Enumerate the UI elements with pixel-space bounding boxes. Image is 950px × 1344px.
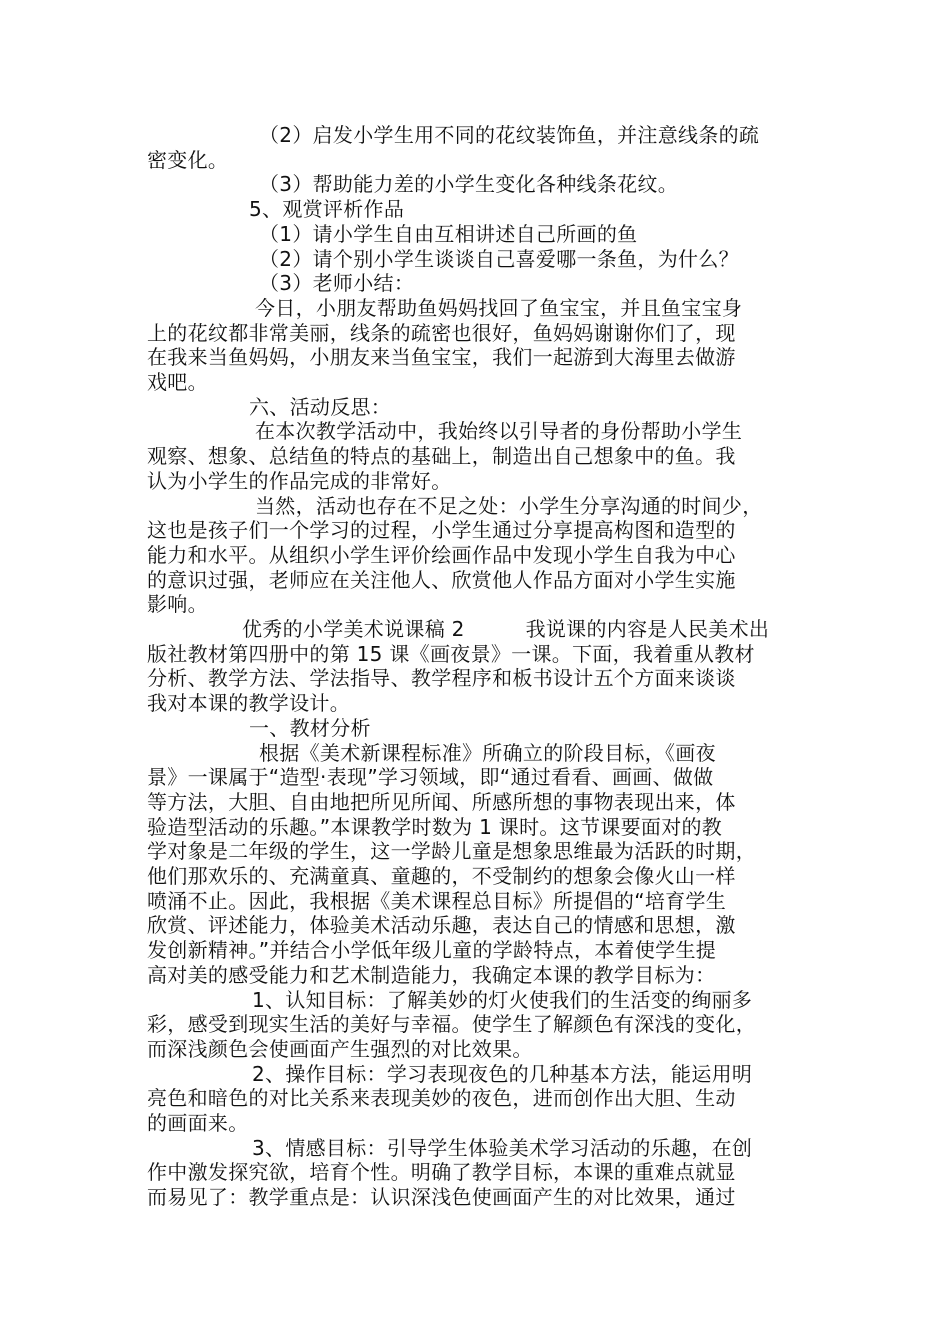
text-line: 上的花纹都非常美丽，线条的疏密也很好，鱼妈妈谢谢你们了，现 (147, 321, 736, 345)
text-line: （3）老师小结： (259, 271, 415, 295)
text-line: 当然，活动也存在不足之处：小学生分享沟通的时间少， (255, 494, 763, 518)
text-line: 而深浅颜色会使画面产生强烈的对比效果。 (147, 1037, 533, 1061)
text-line: 优秀的小学美术说课稿 2 我说课的内容是人民美术出 (242, 617, 770, 641)
text-line: （1）请小学生自由互相讲述自己所画的鱼 (259, 222, 638, 246)
text-line: （2）启发小学生用不同的花纹装饰鱼，并注意线条的疏 (259, 123, 760, 147)
text-line: 高对美的感受能力和艺术制造能力，我确定本课的教学目标为： (147, 963, 716, 987)
text-line: 这也是孩子们一个学习的过程，小学生通过分享提高构图和造型的 (147, 518, 736, 542)
text-line: 亮色和暗色的对比关系来表现美妙的夜色，进而创作出大胆、生动 (147, 1086, 736, 1110)
text-line: 影响。 (147, 592, 208, 616)
text-line: 戏吧。 (147, 370, 208, 394)
text-line: 发创新精神。”并结合小学低年级儿童的学龄特点，本着使学生提 (147, 938, 717, 962)
text-line: 分析、教学方法、学法指导、教学程序和板书设计五个方面来谈谈 (147, 666, 736, 690)
text-line: 2、操作目标：学习表现夜色的几种基本方法，能运用明 (252, 1062, 753, 1086)
text-line: 彩，感受到现实生活的美好与幸福。使学生了解颜色有深浅的变化， (147, 1012, 756, 1036)
text-line: 一、教材分析 (249, 716, 371, 740)
text-line: 认为小学生的作品完成的非常好。 (147, 469, 452, 493)
text-line: 在本次教学活动中，我始终以引导者的身份帮助小学生 (255, 419, 743, 443)
text-line: 喷涌不止。因此，我根据《美术课程总目标》所提倡的“培育学生 (147, 889, 727, 913)
text-line: 根据《美术新课程标准》所确立的阶段目标，《画夜 (259, 741, 716, 765)
text-line: 能力和水平。从组织小学生评价绘画作品中发现小学生自我为中心 (147, 543, 736, 567)
text-line: 的意识过强，老师应在关注他人、欣赏他人作品方面对小学生实施 (147, 568, 736, 592)
text-line: （2）请个别小学生谈谈自己喜爱哪一条鱼，为什么？ (259, 247, 739, 271)
text-line: 版社教材第四册中的第 15 课《画夜景》一课。下面，我着重从教材 (147, 642, 755, 666)
text-line: （3）帮助能力差的小学生变化各种线条花纹。 (259, 172, 679, 196)
text-line: 观察、想象、总结鱼的特点的基础上，制造出自己想象中的鱼。我 (147, 444, 736, 468)
text-line: 景》一课属于“造型·表现”学习领域，即“通过看看、画画、做做 (147, 765, 714, 789)
text-line: 验造型活动的乐趣。”本课教学时数为 1 课时。这节课要面对的教 (147, 815, 723, 839)
text-line: 欣赏、评述能力，体验美术活动乐趣，表达自己的情感和思想，激 (147, 913, 736, 937)
text-line: 1、认知目标：了解美妙的灯火使我们的生活变的绚丽多 (252, 988, 753, 1012)
text-line: 的画面来。 (147, 1111, 249, 1135)
text-line: 学对象是二年级的学生，这一学龄儿童是想象思维最为活跃的时期， (147, 839, 756, 863)
text-line: 密变化。 (147, 148, 229, 172)
text-line: 等方法，大胆、自由地把所见所闻、所感所想的事物表现出来，体 (147, 790, 736, 814)
text-line: 在我来当鱼妈妈，小朋友来当鱼宝宝，我们一起游到大海里去做游 (147, 345, 736, 369)
text-line: 我对本课的教学设计。 (147, 691, 350, 715)
text-line: 3、情感目标：引导学生体验美术学习活动的乐趣，在创 (252, 1136, 753, 1160)
text-line: 作中激发探究欲，培育个性。明确了教学目标，本课的重难点就显 (147, 1160, 736, 1184)
text-line: 六、活动反思： (249, 395, 392, 419)
text-line: 今日，小朋友帮助鱼妈妈找回了鱼宝宝，并且鱼宝宝身 (255, 296, 743, 320)
text-line: 而易见了：教学重点是：认识深浅色使画面产生的对比效果，通过 (147, 1185, 736, 1209)
text-line: 他们那欢乐的、充满童真、童趣的，不受制约的想象会像火山一样 (147, 864, 736, 888)
text-line: 5、观赏评析作品 (249, 197, 405, 221)
